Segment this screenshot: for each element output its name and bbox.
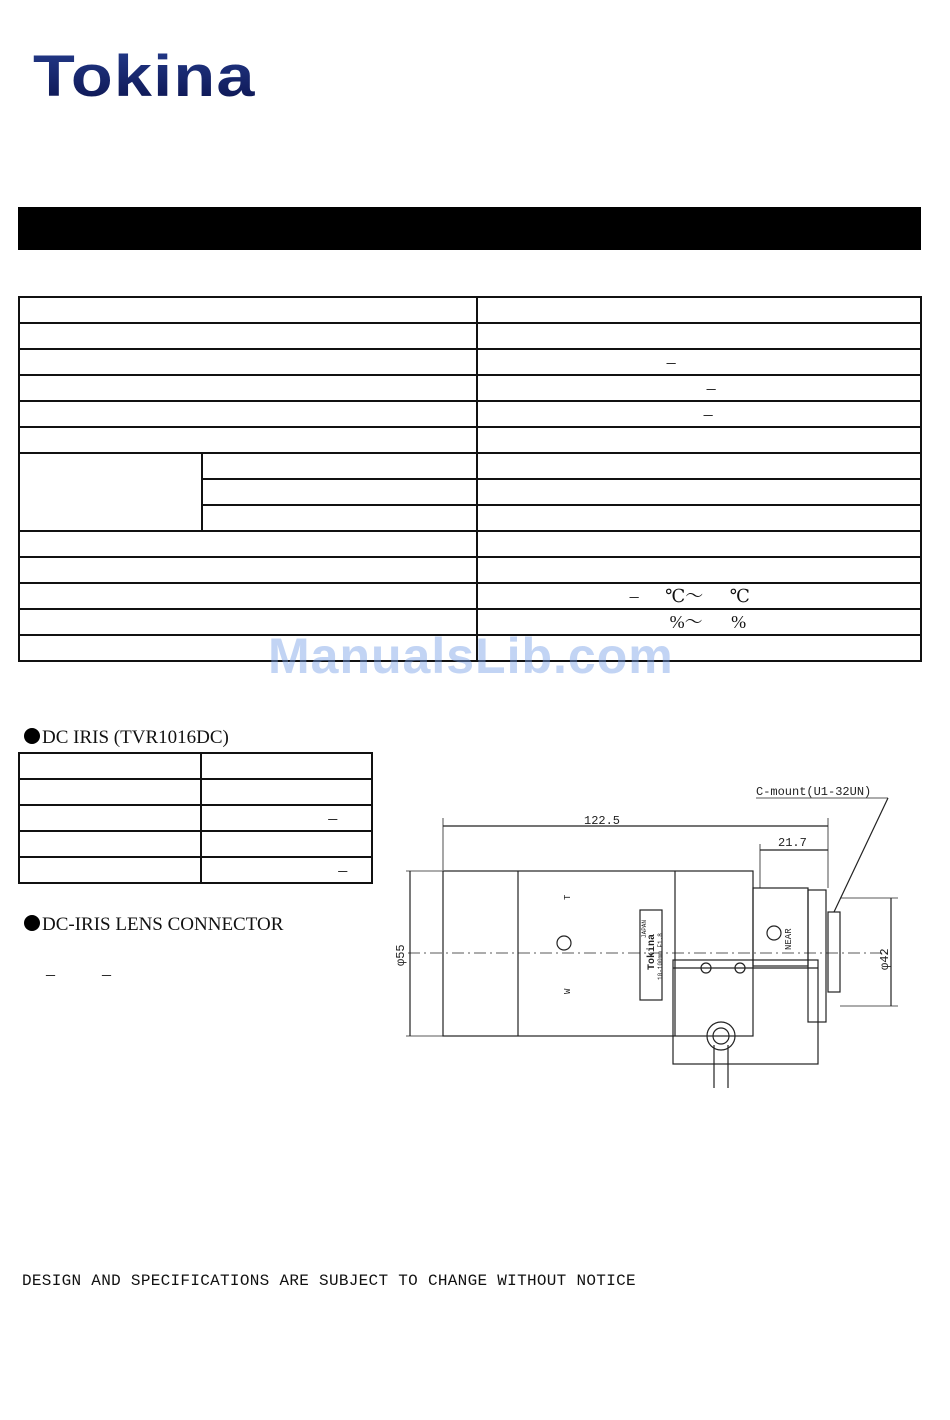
focus-near-label: NEAR <box>784 928 794 950</box>
table-row <box>19 427 921 453</box>
humidity-range: %～ <box>669 612 703 632</box>
table-row <box>19 779 372 805</box>
zoom-knob <box>557 936 571 950</box>
operating-temperature-value <box>477 583 921 609</box>
spec-value <box>477 401 921 427</box>
diameter-rear-label: φ42 <box>878 948 892 970</box>
table-row <box>19 753 372 779</box>
dc-label <box>19 857 201 883</box>
spec-value-text: – <box>703 404 713 424</box>
footer-notice: DESIGN AND SPECIFICATIONS ARE SUBJECT TO CHANGE WITHOUT NOTICE <box>22 1272 636 1290</box>
spec-group-label <box>19 453 202 531</box>
spec-label <box>19 375 477 401</box>
rear-section <box>753 888 808 966</box>
spec-value-text: – <box>706 378 716 398</box>
dc-iris-table <box>18 752 373 884</box>
spec-label <box>19 531 477 557</box>
rear-dimension-label: 21.7 <box>778 836 807 850</box>
spec-value <box>477 453 921 479</box>
title-bar <box>18 207 921 250</box>
spec-sublabel <box>202 505 476 531</box>
motor-housing <box>673 960 818 1064</box>
focus-knob <box>767 926 781 940</box>
table-row <box>19 805 372 831</box>
table-row <box>19 297 921 323</box>
dc-value <box>201 805 372 831</box>
spec-value <box>477 505 921 531</box>
table-row <box>19 831 372 857</box>
mount-label: C-mount(U1-32UN) <box>756 785 872 799</box>
spec-label <box>19 349 477 375</box>
temp-range: ℃～ <box>665 586 704 606</box>
temp-unit: ℃ <box>729 586 750 606</box>
dc-value <box>201 753 372 779</box>
table-row <box>19 349 921 375</box>
mount-section <box>808 890 826 1022</box>
spec-label <box>19 427 477 453</box>
dc-label <box>19 779 201 805</box>
dc-value <box>201 779 372 805</box>
spec-label <box>19 401 477 427</box>
lens-barrel <box>443 871 753 1036</box>
c-mount-flange <box>828 912 840 992</box>
spec-value <box>477 557 921 583</box>
table-row <box>19 401 921 427</box>
temp-dash: – <box>629 586 639 606</box>
table-row <box>19 557 921 583</box>
dc-value-text: – <box>338 860 348 880</box>
dc-label <box>19 753 201 779</box>
spec-sublabel <box>202 479 476 505</box>
dc-value <box>201 857 372 883</box>
spec-table <box>18 296 922 662</box>
spec-value <box>477 531 921 557</box>
dc-iris-heading-text: DC IRIS (TVR1016DC) <box>42 727 229 748</box>
spec-value <box>477 323 921 349</box>
spec-label <box>19 323 477 349</box>
dc-value-text: – <box>328 808 338 828</box>
connector-pin-dash: – <box>102 964 111 984</box>
spec-value <box>477 297 921 323</box>
humidity-unit: % <box>731 612 747 632</box>
diameter-front-label: φ55 <box>394 944 408 966</box>
dc-value <box>201 831 372 857</box>
spec-value <box>477 375 921 401</box>
connector-heading-text: DC-IRIS LENS CONNECTOR <box>42 914 284 935</box>
connector-pin-dash: – <box>46 964 55 984</box>
watermark: ManualsLib.com <box>268 628 674 684</box>
spec-value <box>477 479 921 505</box>
spec-value-text: – <box>666 352 676 372</box>
table-row <box>19 531 921 557</box>
table-row <box>19 453 921 479</box>
barrel-brand-label: Tokina <box>647 933 658 970</box>
barrel-country-label: JAPAN <box>641 919 648 938</box>
dc-iris-heading <box>24 727 229 749</box>
table-row <box>19 857 372 883</box>
spec-label <box>19 297 477 323</box>
bullet-icon <box>24 915 40 931</box>
table-row <box>19 375 921 401</box>
dc-label <box>19 831 201 857</box>
dc-label <box>19 805 201 831</box>
zoom-tele-label: T <box>563 894 573 900</box>
length-dimension-label: 122.5 <box>584 814 621 828</box>
mount-leader-line <box>834 798 888 912</box>
barrel-model-label: 10-100mm F1.8 <box>657 933 664 980</box>
bullet-icon <box>24 728 40 744</box>
tokina-logo: Tokina <box>33 44 256 109</box>
lens-dimension-drawing <box>388 770 918 1090</box>
connector-heading <box>24 914 283 936</box>
zoom-wide-label: W <box>563 988 573 994</box>
spec-value <box>477 427 921 453</box>
table-row <box>19 323 921 349</box>
spec-label <box>19 583 477 609</box>
spec-sublabel <box>202 453 476 479</box>
spec-value <box>477 349 921 375</box>
table-row <box>19 583 921 609</box>
spec-label <box>19 557 477 583</box>
